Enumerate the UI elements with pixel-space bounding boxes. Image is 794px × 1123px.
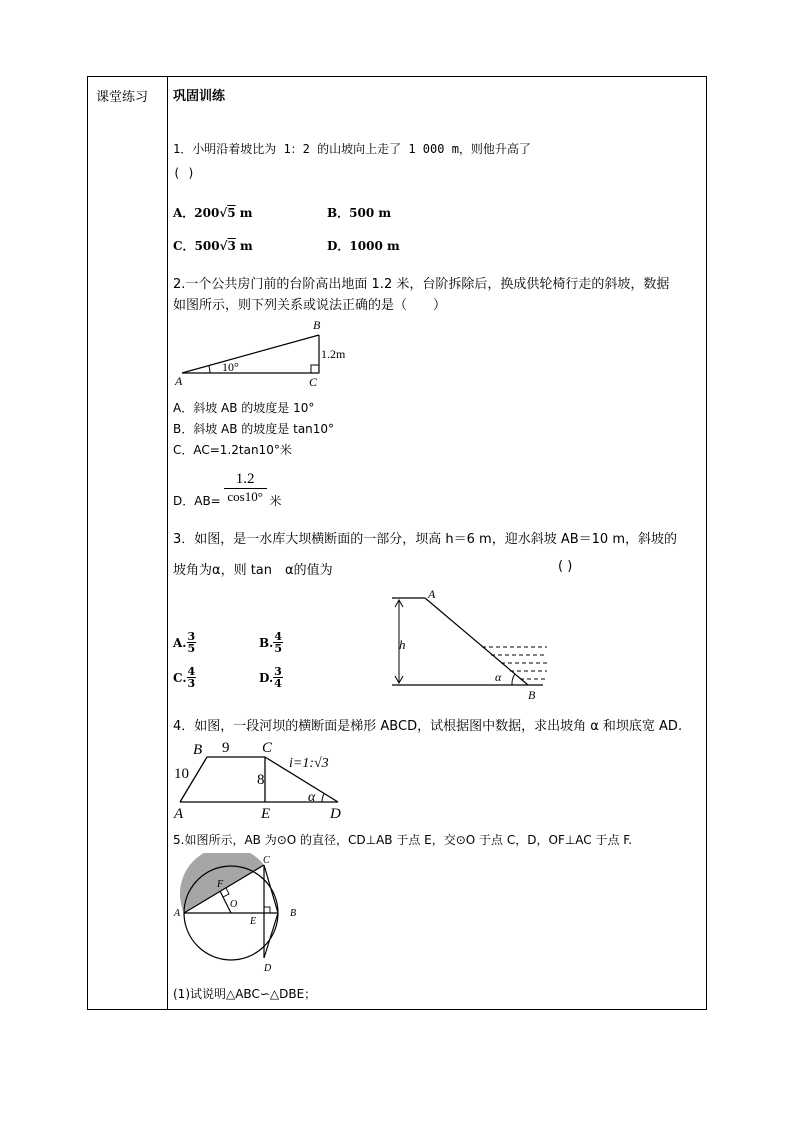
q3-option-c: C. $\frac{4}{3}$ <box>173 665 196 690</box>
q2-slope-figure <box>170 315 360 390</box>
right-angle-e <box>264 907 270 913</box>
q2-stem-line1: 2.一个公共房门前的台阶高出地面 1.2 米，台阶拆除后，换成供轮椅行走的斜坡，数据 <box>173 277 670 292</box>
label-e: E <box>250 916 257 927</box>
label-a: A <box>428 587 436 601</box>
label-height: 8 <box>257 772 265 788</box>
column-divider <box>167 77 168 1009</box>
label-c: C <box>309 375 318 389</box>
q1-option-a: A．200√5 m <box>173 206 253 220</box>
chord-bd <box>264 913 278 958</box>
q3-option-d: D. $\frac{3}{4}$ <box>259 665 282 690</box>
label-alpha: α <box>495 670 502 684</box>
q1-option-d: D．1000 m <box>327 239 400 253</box>
q1-option-b: B．500 m <box>327 206 392 220</box>
q3-option-a: A. $\frac{3}{5}$ <box>173 630 196 655</box>
label-b: B <box>193 742 203 758</box>
q5-stem: 5.如图所示，AB 为⊙O 的直径，CD⊥AB 于点 E，交⊙O 于点 C，D，OF⊥AC 于点 F. <box>173 833 633 847</box>
angle-label: 10° <box>222 360 239 374</box>
dam-slope-ab <box>425 598 528 685</box>
q2-option-c: C．AC=1.2tan10°米 <box>173 443 292 457</box>
label-top-length: 9 <box>222 740 230 756</box>
label-b: B <box>313 318 321 332</box>
label-ratio: i=1:√3 <box>289 756 329 771</box>
right-angle-mark <box>311 365 319 373</box>
label-c: C <box>263 855 270 866</box>
label-d: D <box>330 806 341 821</box>
q5-circle-figure <box>170 853 310 977</box>
label-alpha: α <box>308 790 316 805</box>
label-h: h <box>399 637 406 652</box>
section-title: 巩固训练 <box>173 89 226 104</box>
q5-sub-question-1: (1)试说明△ABC∽△DBE； <box>173 987 317 1001</box>
angle-arc <box>209 366 210 373</box>
label-a: A <box>174 806 184 821</box>
q3-stem-line1: 3．如图，是一水库大坝横断面的一部分，坝高 h＝6 m，迎水斜坡 AB＝10 m，斜坡的 <box>173 532 677 547</box>
label-o: O <box>230 899 238 910</box>
label-f: F <box>217 879 224 890</box>
q2-option-d: D．AB= $\frac{1.2}{\cos 10^\circ}$ 米 <box>173 470 282 508</box>
q1-option-c: C．500√3 m <box>173 239 253 253</box>
q3-dam-figure <box>385 585 555 703</box>
alpha-arc <box>512 674 515 685</box>
q4-trapezoid-figure <box>170 737 355 821</box>
q3-stem-line2: 坡角为α，则 tan α的值为 <box>173 563 333 578</box>
q2-option-a: A．斜坡 AB 的坡度是 10° <box>173 401 315 415</box>
alpha-arc <box>322 794 324 802</box>
label-a: A <box>175 374 183 388</box>
q1-blank: ( ) <box>173 166 195 180</box>
section-label: 课堂练习 <box>96 90 149 105</box>
label-d: D <box>264 963 272 974</box>
label-b: B <box>528 688 536 702</box>
q2-stem-line2: 如图所示，则下列关系或说法正确的是（ ） <box>173 298 447 313</box>
q2-option-b: B．斜坡 AB 的坡度是 tan10° <box>173 422 335 436</box>
slope-line-ab <box>182 335 319 373</box>
q1-stem: 1．小明沿着坡比为 1：2 的山坡向上走了 1 000 m，则他升高了 <box>173 142 531 156</box>
label-b: B <box>290 908 297 919</box>
label-c: C <box>262 740 273 756</box>
height-label: 1.2m <box>321 347 346 361</box>
label-a: A <box>174 908 181 919</box>
label-e: E <box>261 806 271 821</box>
q3-option-b: B. $\frac{4}{5}$ <box>259 630 282 655</box>
label-left-length: 10 <box>174 766 189 782</box>
chord-cb <box>264 865 278 913</box>
q4-stem: 4．如图，一段河坝的横断面是梯形 ABCD，试根据图中数据，求出坡角 α 和坝底宽 AD. <box>173 719 683 734</box>
q3-blank: ( ) <box>558 559 573 574</box>
